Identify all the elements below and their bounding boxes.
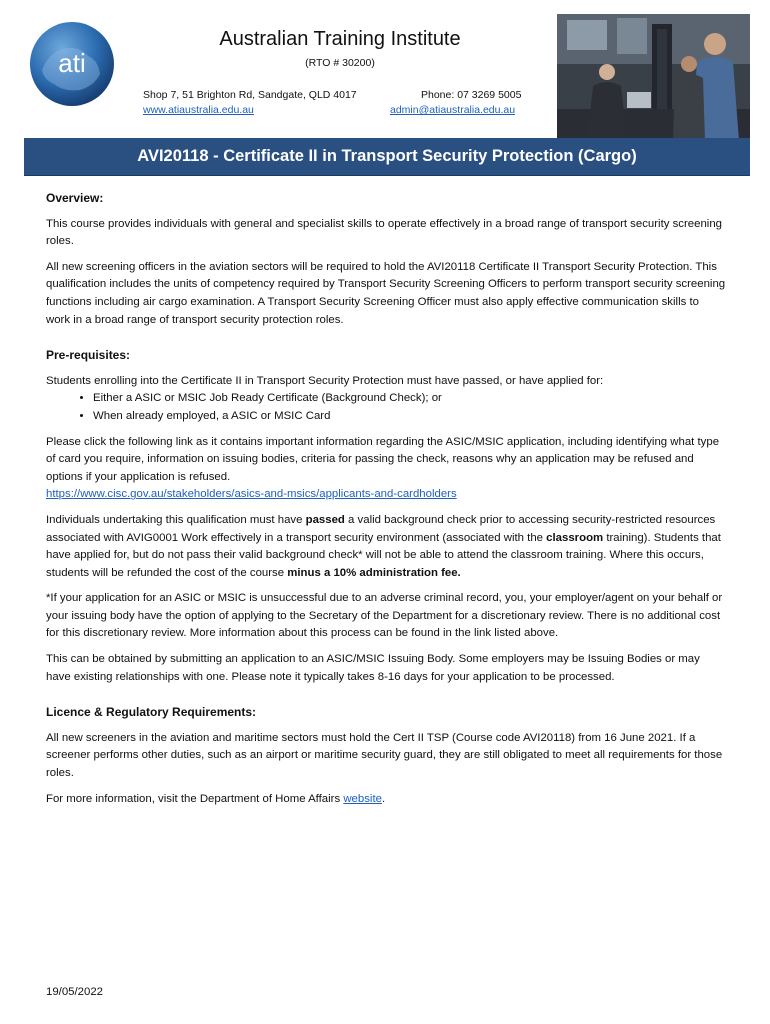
overview-paragraph-1: This course provides individuals with general and specialist skills to operate effectively in a broad range of transport security screening roles. xyxy=(46,217,722,248)
phone-number: Phone: 07 3269 5005 xyxy=(421,89,522,101)
more-info-paragraph: For more information, visit the Department of Home Affairs website. xyxy=(46,792,386,805)
rto-number: (RTO # 30200) xyxy=(305,57,375,69)
overview-heading: Overview: xyxy=(46,191,104,205)
prereq-intro: Students enrolling into the Certificate II in Transport Security Protection must have passed, or have applied for: xyxy=(46,374,604,387)
document-date: 19/05/2022 xyxy=(46,986,104,998)
org-name: Australian Training Institute xyxy=(219,28,461,50)
prereq-list xyxy=(46,390,726,425)
overview-paragraph-2: All new screening officers in the aviation sectors will be required to hold the AVI20118 Certificate II Transport Security Protection. This qualification includes the units of competency required by Transport Security Screening Officers to perform transport security screening functions including air cargo examination. A Transport Security Screening Officer must also apply effective communication skills to work in a broad range of transport security protection roles. xyxy=(46,260,726,326)
logo-text: ati xyxy=(58,48,86,78)
discretionary-review-paragraph: *If your application for an ASIC or MSIC is unsuccessful due to an adverse criminal record, you, your employer/agent on your behalf or your issuing body have the option of applying to the Secretary of the Department for a discretionary review. There is no additional cost for this discretionary review. More information about this process can be found in the link listed above. xyxy=(46,592,723,640)
ati-logo xyxy=(28,20,116,108)
issuing-body-paragraph: This can be obtained by submitting an application to an ASIC/MSIC Issuing Body. Some employers may be Issuing Bodies or may have existing relationships with one. Please note it typically takes 8-16 days for your application to be processed. xyxy=(46,653,700,683)
email-link[interactable]: admin@atiaustralia.edu.au xyxy=(390,104,516,116)
main-content xyxy=(46,190,726,816)
address: Shop 7, 51 Brighton Rd, Sandgate, QLD 4017 xyxy=(143,89,357,101)
home-affairs-website-link[interactable]: website xyxy=(343,792,382,805)
background-check-paragraph: Individuals undertaking this qualification must have passed a valid background check prior to accessing security-restricted resources associated with AVIG0001 Work effectively in a transport security environment (associated with the classroom training). Students that have applied for, but do not pass their valid background check* will not be able to attend the classroom training. Where this occurs, students will be refunded the cost of the course minus a 10% administration fee. xyxy=(46,513,721,579)
prereq-item: • Either a ASIC or MSIC Job Ready Certificate (Background Check); or xyxy=(93,390,726,408)
cisc-link[interactable]: https://www.cisc.gov.au/stakeholders/asics-and-msics/applicants-and-cardholders xyxy=(46,488,457,501)
asic-info-paragraph: Please click the following link as it contains important information regarding the ASIC/MSIC application, including identifying what type of card you require, information on issuing bodies, criteria for passing the check, reasons why an application may be refused and options if your application is refused. xyxy=(46,435,720,483)
security-screening-photo xyxy=(557,14,750,141)
licence-heading: Licence & Regulatory Requirements: xyxy=(46,705,257,720)
website-link[interactable]: www.atiaustralia.edu.au xyxy=(143,104,254,116)
prereq-item: • When already employed, a ASIC or MSIC Card xyxy=(93,408,726,426)
course-title-banner: AVI20118 - Certificate II in Transport Security Protection (Cargo) xyxy=(24,138,750,175)
prereq-heading: Pre-requisites: xyxy=(46,348,131,363)
licence-paragraph: All new screeners in the aviation and maritime sectors must hold the Cert II TSP (Course code AVI20118) from 16 June 2021. If a screener performs other duties, such as an airport or maritime security guard, they are still obligated to meet all requirements for those roles. xyxy=(46,731,723,780)
